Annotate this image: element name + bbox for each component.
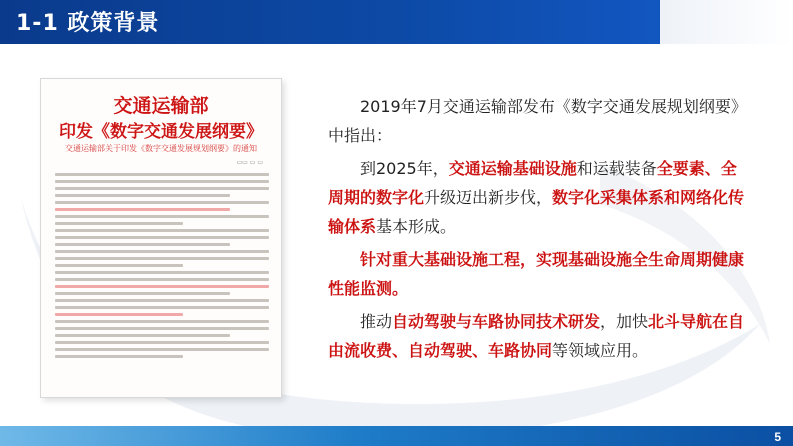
text-segment: ，加快 bbox=[600, 312, 649, 331]
highlight-segment: 全要素、全周期的数字化 bbox=[328, 159, 737, 207]
text-segment: 和运载装备 bbox=[576, 159, 657, 178]
paragraph-autonomous-driving bbox=[328, 307, 748, 365]
paragraph-intro bbox=[328, 92, 748, 150]
text-segment: 推动 bbox=[360, 312, 393, 331]
paragraph-infrastructure-monitoring bbox=[328, 245, 748, 303]
page-number: 5 bbox=[774, 430, 781, 444]
text-segment: 等领域应用。 bbox=[552, 341, 649, 360]
highlight-segment: 针对重大基础设施工程，实现基础设施全生命周期健康性能监测。 bbox=[328, 250, 745, 298]
intro-text: 2019年7月交通运输部发布《数字交通发展规划纲要》中指出： bbox=[328, 97, 747, 145]
paragraph-2025-goal bbox=[328, 154, 748, 241]
policy-summary bbox=[328, 92, 748, 369]
policy-document-image bbox=[40, 78, 282, 398]
text-segment: 到2025年， bbox=[360, 159, 449, 178]
text-segment: 升级迈出新步伐， bbox=[424, 188, 553, 207]
document-heading-line1: 交通运输部 bbox=[113, 95, 209, 117]
text-segment: 基本形成。 bbox=[376, 217, 457, 236]
document-heading-line2: 印发《数字交通发展纲要》 bbox=[59, 122, 263, 142]
highlight-segment: 交通运输基础设施 bbox=[448, 159, 577, 178]
page-title: 1-1 政策背景 bbox=[16, 11, 160, 36]
title-bar bbox=[0, 0, 660, 44]
highlight-segment: 自动驾驶与车路协同技术研发 bbox=[392, 312, 601, 331]
highlight-segment: 数字化采集体系和网络化传输体系 bbox=[328, 188, 745, 236]
bottom-bar bbox=[0, 426, 793, 446]
title-bar-fade bbox=[660, 0, 793, 44]
document-body-text bbox=[55, 173, 269, 362]
highlight-segment: 北斗导航在自由流收费、自动驾驶、车路协同 bbox=[328, 312, 745, 360]
document-subheading: 交通运输部关于印发《数字交通发展规划纲要》的通知 bbox=[65, 144, 257, 153]
document-number: ▭▭ ▭ ▭ bbox=[236, 159, 263, 166]
